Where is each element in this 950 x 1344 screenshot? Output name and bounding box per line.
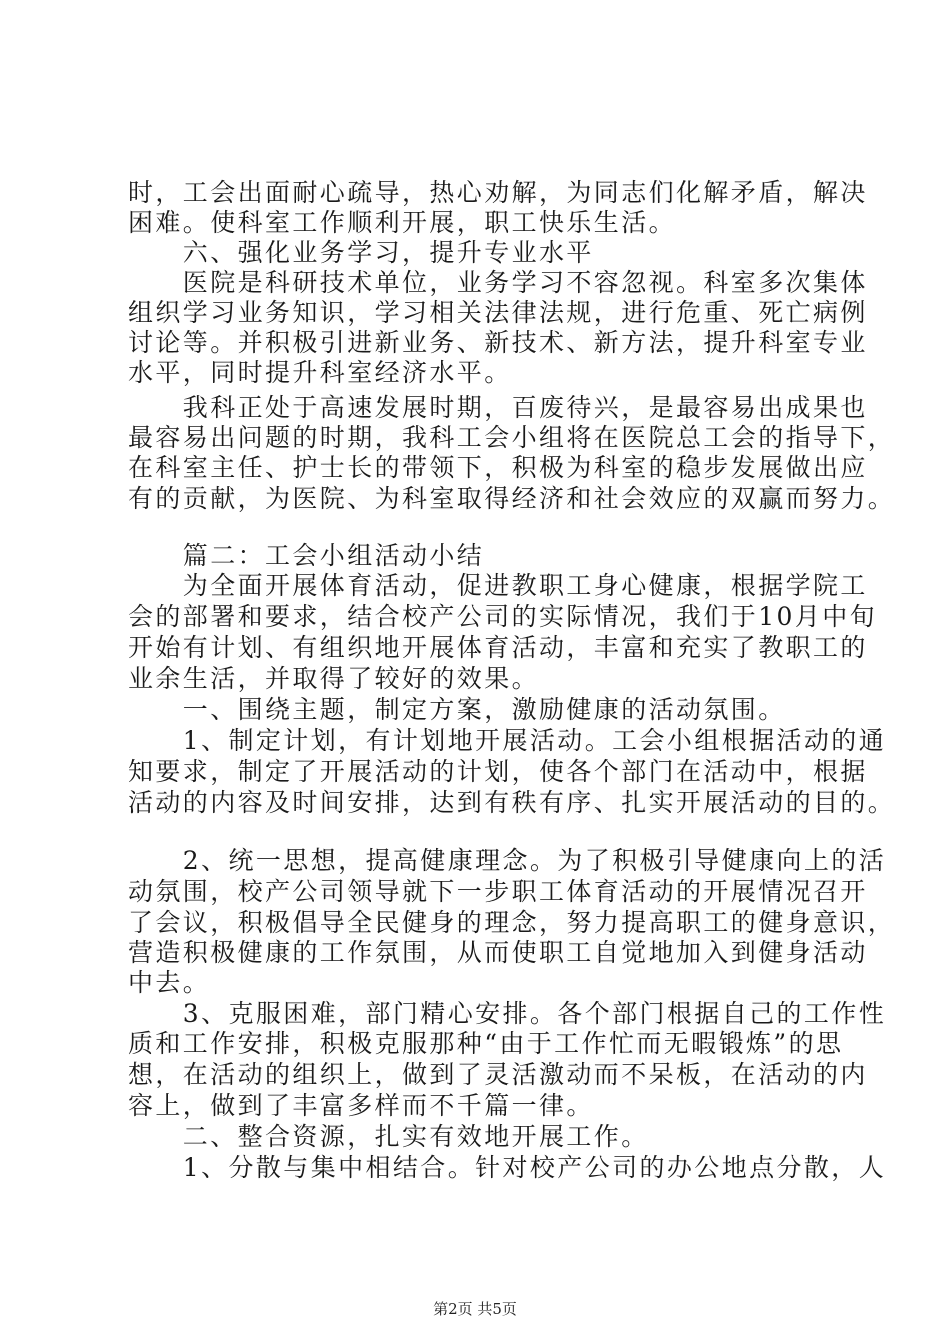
text-line: 质和工作安排，积极克服那种“由于工作忙而无暇锻炼”的思 (128, 1029, 844, 1058)
text-line: 讨论等。并积极引进新业务、新技术、新方法，提升科室专业 (128, 328, 868, 357)
text-line: 开始有计划、有组织地开展体育活动，丰富和充实了教职工的 (128, 633, 868, 662)
text-line: 困难。使科室工作顺利开展，职工快乐生活。 (128, 208, 677, 237)
text-line: 了会议，积极倡导全民健身的理念，努力提高职工的健身意识， (128, 908, 896, 937)
text-line: 在科室主任、护士长的带领下，积极为科室的稳步发展做出应 (128, 453, 868, 482)
text-line: 水平，同时提升科室经济水平。 (128, 358, 512, 387)
text-line: 组织学习业务知识，学习相关法律法规，进行危重、死亡病例 (128, 298, 868, 327)
text-line: 2、统一思想，提高健康理念。为了积极引导健康向上的活 (128, 846, 887, 875)
section-title: 篇二：工会小组活动小结 (128, 541, 485, 570)
text-line: 容上，做到了丰富多样而不千篇一律。 (128, 1091, 594, 1120)
text-line: 有的贡献，为医院、为科室取得经济和社会效应的双赢而努力。 (128, 484, 896, 513)
text-line: 业余生活，并取得了较好的效果。 (128, 664, 540, 693)
text-line: 医院是科研技术单位，业务学习不容忽视。科室多次集体 (128, 268, 868, 297)
page-number-footer: 第2页 共5页 (433, 1300, 517, 1318)
text-line: 想，在活动的组织上，做到了灵活激动而不呆板，在活动的内 (128, 1060, 868, 1089)
text-line: 知要求，制定了开展活动的计划，使各个部门在活动中，根据 (128, 757, 868, 786)
text-line: 我科正处于高速发展时期，百废待兴，是最容易出成果也 (128, 393, 868, 422)
text-line: 3、克服困难，部门精心安排。各个部门根据自己的工作性 (128, 999, 887, 1028)
text-line: 活动的内容及时间安排，达到有秩有序、扎实开展活动的目的。 (128, 788, 896, 817)
text-line: 最容易出问题的时期，我科工会小组将在医院总工会的指导下， (128, 423, 896, 452)
text-line: 1、分散与集中相结合。针对校产公司的办公地点分散，人 (128, 1153, 887, 1182)
text-line: 1、制定计划，有计划地开展活动。工会小组根据活动的通 (128, 726, 887, 755)
text-line: 中去。 (128, 968, 211, 997)
text-line: 会的部署和要求，结合校产公司的实际情况，我们于10月中旬 (128, 602, 878, 631)
text-line: 营造积极健康的工作氛围，从而使职工自觉地加入到健身活动 (128, 938, 868, 967)
section-heading: 一、围绕主题，制定方案，激励健康的活动氛围。 (128, 695, 786, 724)
section-heading: 二、整合资源，扎实有效地开展工作。 (128, 1122, 649, 1151)
text-line: 时，工会出面耐心疏导，热心劝解，为同志们化解矛盾，解决 (128, 178, 868, 207)
section-heading: 六、强化业务学习，提升专业水平 (128, 238, 594, 267)
text-line: 动氛围，校产公司领导就下一步职工体育活动的开展情况召开 (128, 877, 868, 906)
text-line: 为全面开展体育活动，促进教职工身心健康，根据学院工 (128, 571, 868, 600)
